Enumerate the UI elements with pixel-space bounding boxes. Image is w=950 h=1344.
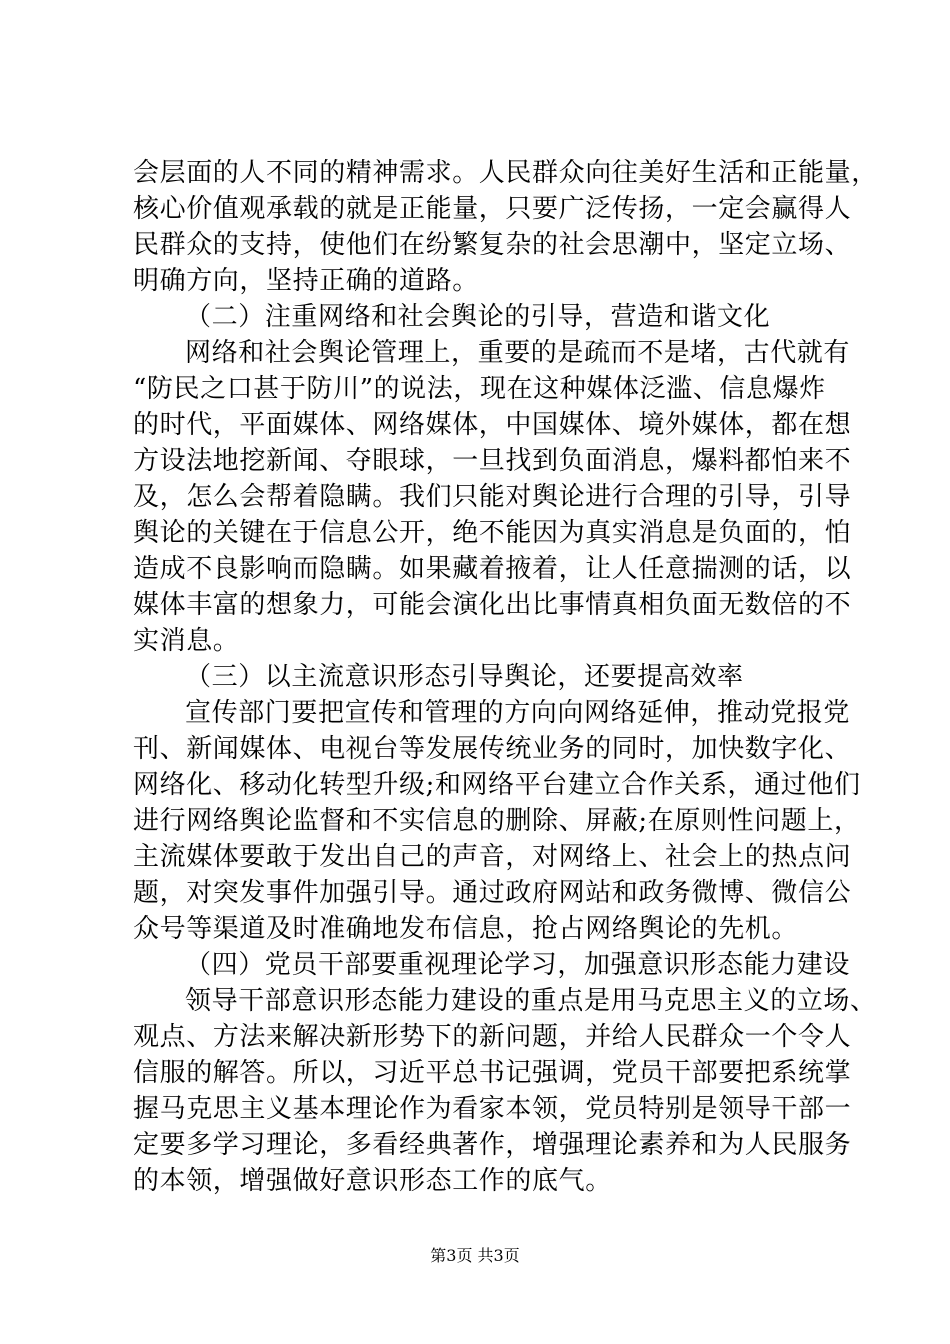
text-line: 舆论的关键在于信息公开，绝不能因为真实消息是负面的，怕 bbox=[133, 518, 852, 548]
text-line: 众号等渠道及时准确地发布信息，抢占网络舆论的先机。 bbox=[133, 914, 799, 944]
text-line: 主流媒体要敢于发出自己的声音，对网络上、社会上的热点问 bbox=[133, 842, 852, 872]
section-heading: （三）以主流意识形态引导舆论，还要提高效率 bbox=[185, 662, 744, 692]
text-line: 方设法地挖新闻、夺眼球，一旦找到负面消息，爆料都怕来不 bbox=[133, 446, 852, 476]
text-line: 实消息。 bbox=[133, 626, 240, 656]
text-line: 题，对突发事件加强引导。通过政府网站和政务微博、微信公 bbox=[133, 878, 852, 908]
text-line: 领导干部意识形态能力建设的重点是用马克思主义的立场、 bbox=[185, 986, 877, 1016]
text-line: 造成不良影响而隐瞒。如果藏着掖着，让人任意揣测的话，以 bbox=[133, 554, 852, 584]
text-line: 网络化、移动化转型升级;和网络平台建立合作关系，通过他们 bbox=[133, 770, 861, 800]
text-line: 进行网络舆论监督和不实信息的删除、屏蔽;在原则性问题上， bbox=[133, 806, 861, 836]
text-line: 核心价值观承载的就是正能量，只要广泛传扬，一定会赢得人 bbox=[133, 194, 852, 224]
section-heading: （二）注重网络和社会舆论的引导，营造和谐文化 bbox=[185, 302, 771, 332]
text-line: 观点、方法来解决新形势下的新问题，并给人民群众一个令人 bbox=[133, 1022, 852, 1052]
text-line: “防民之口甚于防川”的说法，现在这种媒体泛滥、信息爆炸 bbox=[133, 374, 826, 404]
text-line: 宣传部门要把宣传和管理的方向向网络延伸，推动党报党 bbox=[185, 698, 851, 728]
text-line: 握马克思主义基本理论作为看家本领，党员特别是领导干部一 bbox=[133, 1094, 852, 1124]
text-line: 信服的解答。所以，习近平总书记强调，党员干部要把系统掌 bbox=[133, 1058, 852, 1088]
text-line: 网络和社会舆论管理上，重要的是疏而不是堵，古代就有 bbox=[185, 338, 851, 368]
page-number-footer: 第3页 共3页 bbox=[430, 1246, 520, 1265]
text-line: 媒体丰富的想象力，可能会演化出比事情真相负面无数倍的不 bbox=[133, 590, 852, 620]
document-body bbox=[133, 155, 878, 1199]
text-line: 刊、新闻媒体、电视台等发展传统业务的同时，加快数字化、 bbox=[133, 734, 852, 764]
text-line: 民群众的支持，使他们在纷繁复杂的社会思潮中，坚定立场、 bbox=[133, 230, 852, 260]
section-heading: （四）党员干部要重视理论学习，加强意识形态能力建设 bbox=[185, 950, 851, 980]
text-line: 的本领，增强做好意识形态工作的底气。 bbox=[133, 1166, 612, 1196]
text-line: 会层面的人不同的精神需求。人民群众向往美好生活和正能量， bbox=[133, 158, 878, 188]
text-line: 明确方向，坚持正确的道路。 bbox=[133, 266, 479, 296]
text-line: 的时代，平面媒体、网络媒体，中国媒体、境外媒体，都在想 bbox=[133, 410, 852, 440]
text-line: 定要多学习理论，多看经典著作，增强理论素养和为人民服务 bbox=[133, 1130, 852, 1160]
text-line: 及，怎么会帮着隐瞒。我们只能对舆论进行合理的引导，引导 bbox=[133, 482, 852, 512]
